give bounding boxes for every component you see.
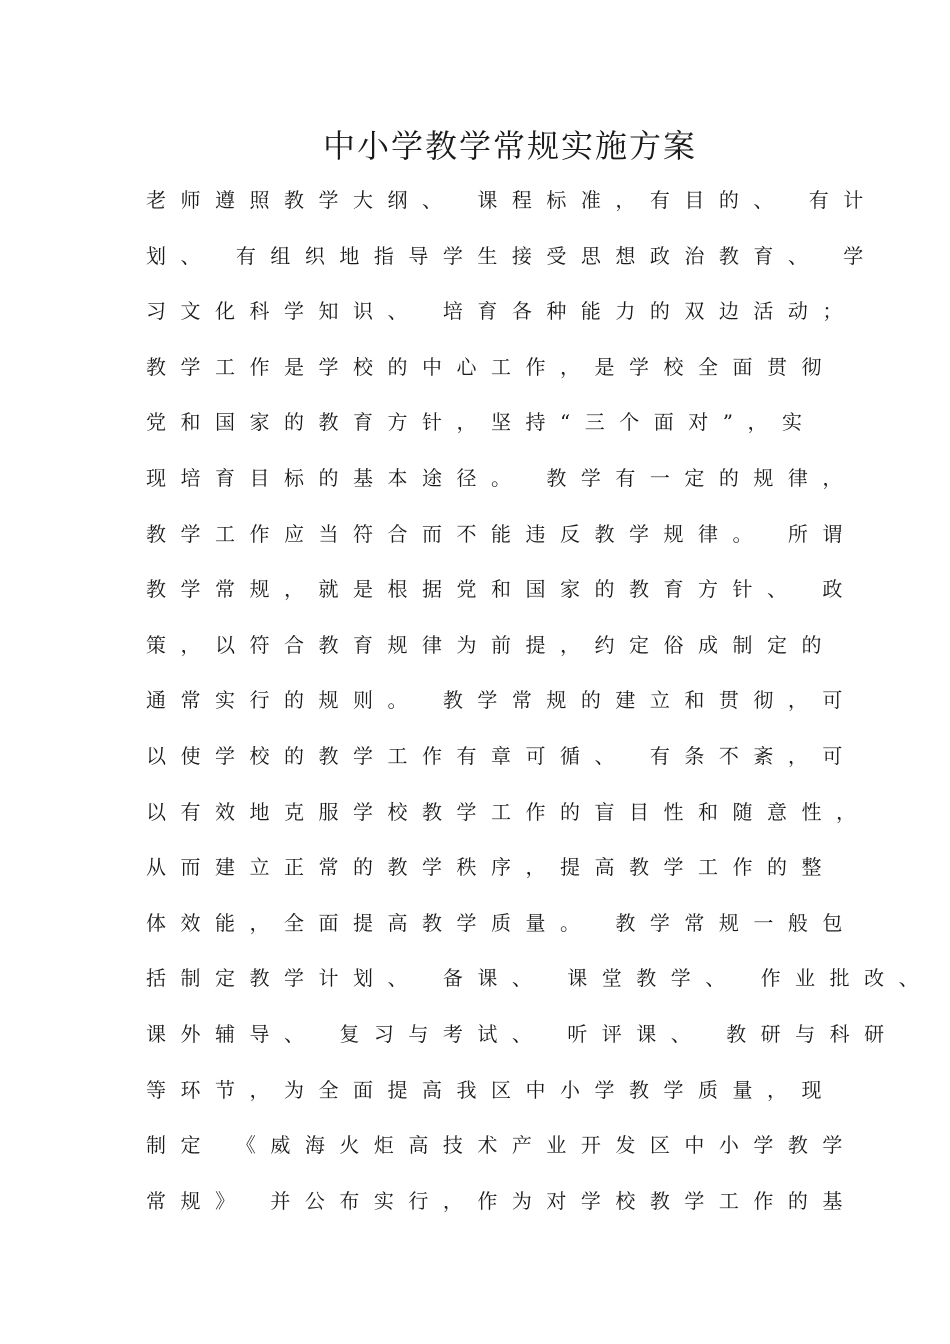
- text-line: 课外辅导、 复习与考试、 听评课、 教研与科研: [146, 1021, 899, 1046]
- text-line: 教学工作是学校的中心工作，是学校全面贯彻: [146, 354, 836, 379]
- text-line: 等环节，为全面提高我区中小学教学质量，现: [146, 1077, 836, 1102]
- text-line: 划、 有组织地指导学生接受思想政治教育、 学: [146, 243, 878, 268]
- text-line: 老师遵照教学大纲、 课程标准，有目的、 有计: [146, 188, 878, 212]
- document-title: 中小学教学常规实施方案: [322, 127, 697, 165]
- text-line: 习文化科学知识、 培育各种能力的双边活动；: [146, 299, 857, 324]
- text-line: 以有效地克服学校教学工作的盲目性和随意性，: [146, 799, 871, 824]
- text-line: 常规》 并公布实行，作为对学校教学工作的基: [146, 1188, 857, 1213]
- text-line: 括制定教学计划、 备课、 课堂教学、 作业批改、: [146, 966, 934, 991]
- text-line: 从而建立正常的教学秩序，提高教学工作的整: [146, 855, 836, 880]
- text-line: 通常实行的规则。 教学常规的建立和贯彻，可: [146, 688, 857, 713]
- text-line: 党和国家的教育方针，坚持“三个面对”，实: [146, 410, 817, 435]
- document-body: [146, 182, 934, 1238]
- text-line: 策，以符合教育规律为前提，约定俗成制定的: [146, 632, 836, 657]
- text-line: 教学常规，就是根据党和国家的教育方针、 政: [146, 577, 857, 602]
- text-line: 教学工作应当符合而不能违反教学规律。 所谓: [146, 521, 857, 546]
- text-line: 现培育目标的基本途径。 教学有一定的规律，: [146, 465, 857, 490]
- text-line: 体效能，全面提高教学质量。 教学常规一般包: [146, 910, 857, 935]
- text-line: 制定 《威海火炬高技术产业开发区中小学教学: [146, 1133, 857, 1158]
- text-line: 以使学校的教学工作有章可循、 有条不紊，可: [146, 743, 857, 768]
